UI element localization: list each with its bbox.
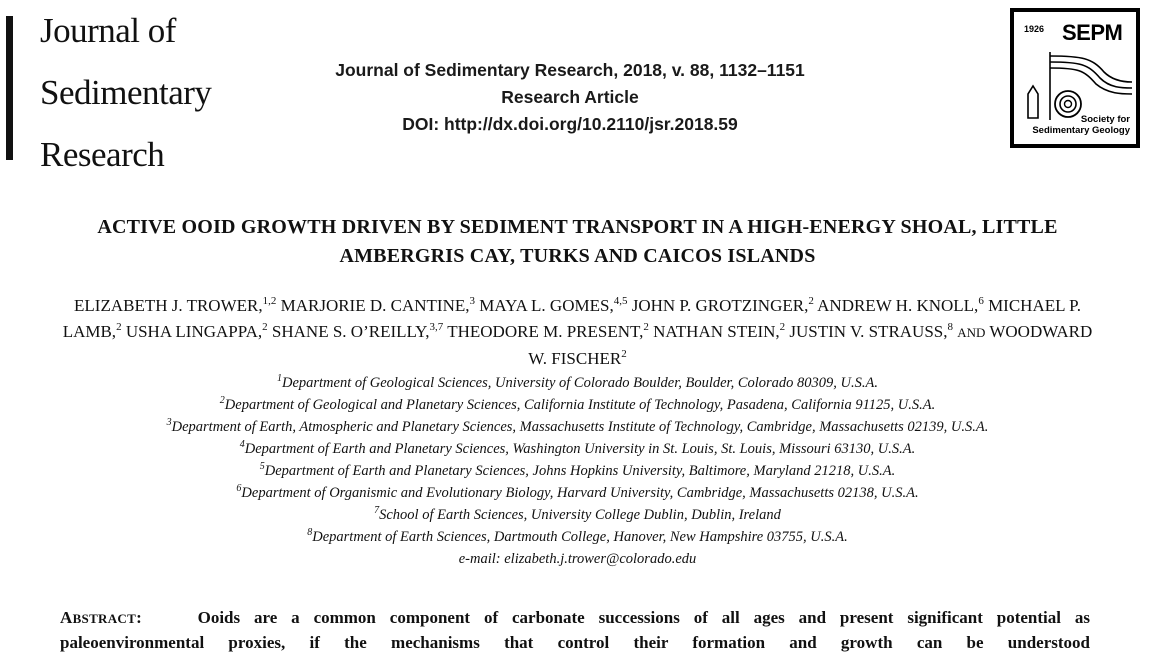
author-line bbox=[0, 346, 1155, 372]
affiliation bbox=[0, 526, 1155, 548]
author-affil-mark: 8 bbox=[947, 321, 953, 333]
author-name: WOODWARD bbox=[985, 322, 1093, 341]
author-affil-mark: 2 bbox=[643, 321, 649, 333]
affiliation-text: Department of Earth Sciences, Dartmouth College, Hanover, New Hampshire 03755, U.S.A. bbox=[312, 529, 848, 545]
affiliation-number: 6 bbox=[236, 483, 242, 494]
contact-email[interactable]: e-mail: elizabeth.j.trower@colorado.edu bbox=[458, 551, 697, 567]
author-name: ANDREW H. KNOLL, bbox=[813, 296, 979, 315]
affiliation bbox=[0, 438, 1155, 460]
affiliation bbox=[0, 416, 1155, 438]
author-affil-mark: 2 bbox=[779, 321, 786, 333]
affiliation-text: Department of Earth, Atmospheric and Planetary Sciences, Massachusetts Institute of Technology, Cambridge, Massachusetts 02139, U.S.A. bbox=[171, 419, 989, 435]
author-affil-mark: 3,7 bbox=[429, 321, 444, 333]
affiliation bbox=[0, 482, 1155, 504]
affiliation-text: Department of Organismic and Evolutionary Biology, Harvard University, Cambridge, Massachusetts 02138, U.S.A. bbox=[241, 485, 919, 501]
logo-tagline-line: Sedimentary Geology bbox=[1032, 125, 1130, 136]
author-affil-mark: 1,2 bbox=[262, 295, 277, 307]
masthead-rule bbox=[6, 16, 13, 160]
abstract-label: ABSTRACT: bbox=[60, 608, 143, 627]
affiliation-text: School of Earth Sciences, University College Dublin, Dublin, Ireland bbox=[379, 507, 781, 523]
author-line bbox=[0, 293, 1155, 319]
abstract-text: Ooids are a common component of carbonate successions of all ages and present significant potential as bbox=[197, 608, 1090, 627]
affiliation-number: 4 bbox=[239, 439, 245, 450]
affiliation-text: Department of Earth and Planetary Sciences, Johns Hopkins University, Baltimore, Maryland 21218, U.S.A. bbox=[264, 463, 896, 479]
affiliation-text: Department of Geological and Planetary Sciences, California Institute of Technology, Pasadena, California 91125, U.S.A. bbox=[224, 397, 936, 413]
abstract-line bbox=[60, 606, 1090, 631]
doi-link[interactable]: DOI: http://dx.doi.org/10.2110/jsr.2018.59 bbox=[402, 114, 738, 134]
affiliation bbox=[0, 504, 1155, 526]
abstract bbox=[60, 606, 1090, 655]
affiliation bbox=[0, 460, 1155, 482]
affiliation-number: 8 bbox=[307, 527, 313, 538]
article-title bbox=[0, 213, 1155, 271]
author-name: NATHAN STEIN, bbox=[648, 322, 780, 341]
author-list bbox=[0, 293, 1155, 372]
logo-year: 1926 bbox=[1024, 24, 1045, 34]
affiliation-number: 5 bbox=[259, 461, 265, 472]
author-name: MICHAEL P. bbox=[983, 296, 1081, 315]
affiliation-number: 2 bbox=[219, 395, 225, 406]
affiliation-number: 1 bbox=[276, 373, 282, 384]
logo-panel bbox=[1014, 12, 1136, 144]
abstract-line: paleoenvironmental proxies, if the mechanisms that control their formation and growth can be understood bbox=[60, 633, 1090, 652]
author-name: THEODORE M. PRESENT, bbox=[443, 322, 644, 341]
author-name: JOHN P. GROTZINGER, bbox=[627, 296, 809, 315]
author-name: JUSTIN V. STRAUSS, bbox=[785, 322, 948, 341]
article-type: Research Article bbox=[501, 87, 639, 107]
title-line: AMBERGRIS CAY, TURKS AND CAICOS ISLANDS bbox=[339, 245, 816, 267]
author-conjunction: AND bbox=[957, 325, 986, 340]
citation-block bbox=[230, 57, 910, 138]
author-affil-mark: 2 bbox=[262, 321, 268, 333]
author-name: SHANE S. O’REILLY, bbox=[267, 322, 430, 341]
author-name: USHA LINGAPPA, bbox=[121, 322, 263, 341]
affiliation bbox=[0, 394, 1155, 416]
author-affil-mark: 2 bbox=[808, 295, 814, 307]
author-name: W. FISCHER bbox=[528, 349, 622, 368]
affiliation bbox=[0, 372, 1155, 394]
logo-tagline bbox=[1032, 114, 1130, 136]
citation-journal-line: Journal of Sedimentary Research, 2018, v. 88, 1132–1151 bbox=[335, 60, 805, 80]
author-affil-mark: 2 bbox=[116, 321, 122, 333]
author-name: ELIZABETH J. TROWER, bbox=[74, 296, 263, 315]
author-name: MAYA L. GOMES, bbox=[474, 296, 614, 315]
masthead-line: Sedimentary bbox=[40, 73, 212, 112]
title-line: ACTIVE OOID GROWTH DRIVEN BY SEDIMENT TRANSPORT IN A HIGH-ENERGY SHOAL, LITTLE bbox=[97, 216, 1058, 238]
author-name: MARJORIE D. CANTINE, bbox=[276, 296, 470, 315]
author-affil-mark: 4,5 bbox=[613, 295, 628, 307]
logo-name: SEPM bbox=[1062, 20, 1123, 45]
affiliation-number: 3 bbox=[166, 417, 172, 428]
affiliation-text: Department of Geological Sciences, University of Colorado Boulder, Boulder, Colorado 80309, U.S.A. bbox=[281, 375, 879, 391]
sepm-logo bbox=[1010, 8, 1140, 148]
affiliation-text: Department of Earth and Planetary Sciences, Washington University in St. Louis, St. Louis, Missouri 63130, U.S.A. bbox=[244, 441, 916, 457]
logo-tagline-line: Society for bbox=[1080, 114, 1130, 125]
masthead-line: Journal of bbox=[40, 11, 176, 50]
author-name: LAMB, bbox=[62, 322, 117, 341]
author-affil-mark: 6 bbox=[978, 295, 984, 307]
author-line bbox=[0, 319, 1155, 346]
author-affil-mark: 2 bbox=[621, 348, 627, 360]
masthead-line: Research bbox=[40, 135, 165, 174]
affiliation-list bbox=[0, 372, 1155, 570]
author-affil-mark: 3 bbox=[469, 295, 475, 307]
affiliation-number: 7 bbox=[374, 505, 380, 516]
journal-masthead bbox=[40, 0, 211, 186]
